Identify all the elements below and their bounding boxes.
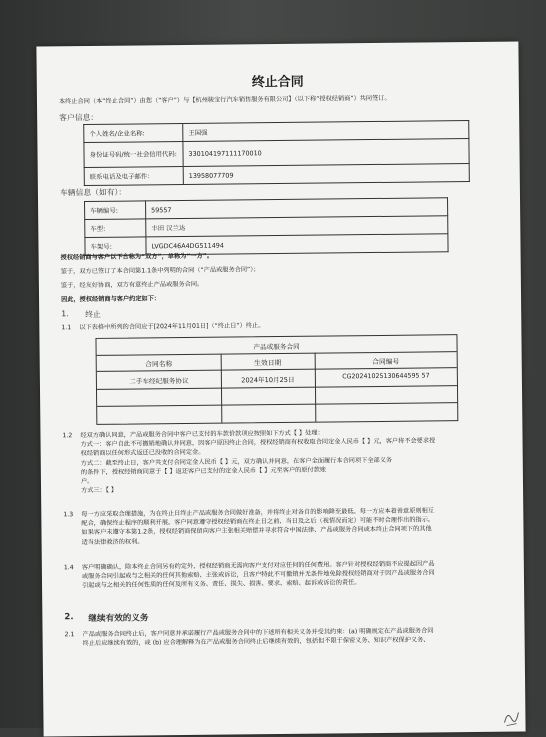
- cell-contract-name: 二手车经纪服务协议: [129, 376, 189, 386]
- customer-id-label: 身份证号码/统一社会信用代码:: [84, 142, 183, 168]
- clause-1-2-line: 的条件下，授权经销商同意于【 】返还客户已支付的定金人民币【 】元至客户的原付款账: [80, 466, 327, 476]
- clause-1-3-number: 1.3: [63, 511, 74, 519]
- clause-1-2-line: 方式一：客户自此不可撤销地确认并同意，因客户原因终止合同，授权经销商有权收取合同定金人民币【 】元，客户将不会要求授: [80, 437, 436, 449]
- vehicle-number-label: 车辆编号:: [85, 201, 146, 220]
- clause-1-2-number: 1.2: [62, 432, 73, 440]
- header-effective-date: 生效日期: [254, 358, 282, 368]
- customer-table: [83, 120, 470, 186]
- clause-1-4-text: [82, 559, 514, 591]
- clause-1-2-line: 经双方确认同意，产品或服务合同中客户已支付的车款价款项应按照如下方式【 】处理：: [80, 429, 324, 440]
- customer-contact-label: 联系电话及电子邮件：: [84, 167, 183, 186]
- vehicle-model-label: 车型:: [85, 219, 146, 238]
- clause-1-2-line: 权经销商以任何形式返还已没收的合同定金。: [80, 449, 205, 458]
- clause-1-3-line: 配合，确保终止程序的顺利开展。客户同意遵守授权经销商在终止日之前、当日及之后（视情况而定）可能不时合理作出的指示。: [81, 516, 435, 528]
- vehicle-vin-label: 车架号:: [85, 237, 146, 256]
- intro-line: 本终止合同（本“终止合同”）由您（“客户”）与【杭州骏宝行汽车销售服务有限公司】（以下称“授权经销商”）共同签订。: [58, 94, 391, 106]
- section-1-title: 终止: [85, 309, 101, 320]
- cell-contract-number: CG20241025130644595 57: [342, 372, 430, 381]
- clause-1-4-line: 客户明确确认，除本终止合同另有约定外，授权经销商无需向客户支付对应任何的任何费用。客户针对授权经销商不应提起因产品: [81, 560, 435, 572]
- clause-2-1-number: 2.1: [64, 631, 75, 639]
- whereas-1: 鉴于，双方已签订了本合同第1.1条中列明的合同（“产品或服务合同”）；: [60, 266, 260, 276]
- clause-1-1-text: 以下表格中所列的合同应于[2024年11月01日]（“终止日”）终止。: [79, 322, 265, 332]
- header-contract-name: 合同名称: [145, 360, 173, 369]
- clause-1-2-line: 方式三：【 】: [81, 486, 118, 495]
- initials-signature: [501, 707, 521, 729]
- document-title: 终止合同: [251, 74, 304, 91]
- clause-1-2-text: [80, 427, 513, 496]
- section-2-number: 2.: [64, 612, 74, 623]
- clause-2-1-text: [83, 626, 515, 649]
- vehicle-model-value: 丰田 汉兰达: [146, 216, 448, 237]
- parties-line: 授权经销商与客户以下合称为“双方”，单称为“一方”。: [60, 252, 214, 262]
- header-contract-number: 合同编号: [372, 357, 400, 367]
- clause-1-2-line: 方式二：截至终止日，客户共支付合同定金人民币【 】元，双方确认并同意，在客户全面履行本合同项下全部义务: [80, 456, 393, 467]
- whereas-2: 鉴于，经友好协商，双方有意终止产品或服务合同。: [60, 280, 204, 290]
- vehicle-heading: 车辆信息（如有）：: [59, 187, 127, 198]
- contract-table-caption: 产品或服务合同: [253, 342, 300, 352]
- customer-contact-value: 13958077709: [183, 164, 469, 185]
- clause-1-3-line: 适当法律救济的权利。: [81, 538, 144, 546]
- clause-1-3-line: 如果客户未遵守本第1.2条，授权经销商保留向客户主张相关赔偿并寻求符合中国法律、产品或服务合同或本终止合同项下的其他: [81, 525, 432, 537]
- vehicle-table: [84, 197, 449, 256]
- customer-heading: 客户信息：: [59, 112, 99, 123]
- clause-1-3-line: 每一方应采取合理措施，为在终止日终止产品或服务合同做好准备，并将终止对各自的影响降至最低。每一方应本着善意原则相互: [81, 507, 435, 519]
- clause-1-4-line: 或服务合同引起或与之相关的任何其他索赔、主张或诉讼，且客户特此不可撤销并无条件地免除授权经销商对于因产品或服务合同: [81, 569, 435, 581]
- clause-1-3-text: [81, 506, 513, 547]
- section-2-title: 继续有效的义务: [88, 613, 149, 625]
- clause-2-1-line: 产品或服务合同终止后，客户同意并承诺履行产品或服务合同中的下述所有相关义务并受其约束：(a) 明确规定在产品或服务合同: [82, 627, 434, 639]
- clause-2-1-line: 终止后应继续有效的，或 (b) 应合理解释为在产品或服务合同终止后继续有效的，包括但不限于保密义务、知识产权保护义务、: [82, 636, 430, 648]
- contract-table: [95, 334, 458, 425]
- customer-name-value: 王国强: [183, 121, 469, 142]
- table-row: [84, 164, 469, 186]
- clause-1-4-line: 引起或与之相关的任何性质的任何及所有义务、责任、损失、损害、要求、索赔、起诉或诉讼的责任。: [82, 579, 361, 590]
- agreement-line: 因此，授权经销商与客户约定如下：: [61, 295, 161, 304]
- customer-id-value: 330104197111170010: [183, 139, 469, 167]
- section-1-number: 1.: [61, 309, 69, 319]
- vehicle-vin-value: LVGDC46A4DG511494: [146, 234, 448, 255]
- customer-name-label: 个人姓名/企业名称:: [84, 124, 183, 143]
- contract-page: [36, 41, 525, 736]
- vehicle-number-value: 59557: [146, 198, 448, 219]
- clause-1-2-line: 户。: [80, 477, 94, 486]
- clause-1-4-number: 1.4: [63, 564, 74, 572]
- cell-effective-date: 2024年10月25日: [241, 375, 295, 385]
- clause-1-1-number: 1.1: [61, 324, 72, 332]
